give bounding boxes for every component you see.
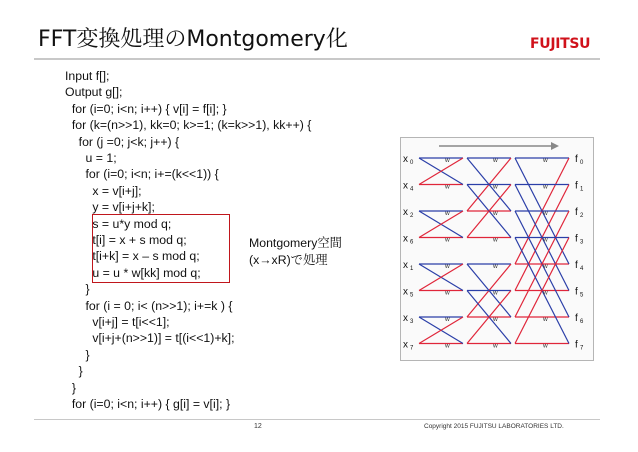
- code-line: for (k=(n>>1), kk=0; k>=1; (k=k>>1), kk++) {: [65, 118, 312, 133]
- code-line: t[i+k] = x – s mod q;: [65, 249, 200, 264]
- footer-divider: [34, 419, 600, 420]
- output-subscript: 3: [580, 239, 584, 246]
- input-label: x: [403, 180, 408, 192]
- title-divider: [34, 58, 600, 60]
- twiddle-label: w: [445, 316, 450, 323]
- twiddle-label: w: [543, 157, 548, 164]
- input-subscript: 7: [410, 345, 414, 352]
- twiddle-label: w: [493, 236, 498, 244]
- twiddle-label: w: [445, 289, 450, 297]
- output-subscript: 7: [580, 345, 584, 352]
- output-label: f: [575, 260, 578, 271]
- twiddle-label: w: [543, 289, 548, 297]
- output-subscript: 5: [580, 292, 584, 299]
- input-subscript: 3: [410, 319, 414, 325]
- output-subscript: 0: [580, 160, 584, 166]
- output-label: f: [575, 286, 578, 298]
- code-line: x = v[i+j];: [65, 183, 142, 198]
- code-line: for (j =0; j<k; j++) {: [65, 134, 180, 149]
- output-label: f: [575, 313, 578, 324]
- twiddle-label: w: [543, 210, 548, 217]
- code-line: v[i+j+(n>>1)] = t[(i<<1)+k];: [65, 331, 235, 346]
- montgomery-highlight-box: [92, 214, 230, 283]
- code-line: }: [65, 364, 83, 379]
- note-line-1: Montgomery空間: [249, 236, 342, 250]
- code-line: for (i = 0; i< (n>>1); i+=k ) {: [65, 298, 233, 313]
- slide-title: FFT変換処理のMontgomery化: [38, 27, 348, 52]
- code-line: s = u*y mod q;: [65, 216, 172, 231]
- flow-arrow-head: [551, 142, 559, 150]
- code-line: u = 1;: [65, 151, 117, 165]
- twiddle-label: w: [445, 342, 450, 350]
- input-subscript: 1: [410, 266, 414, 272]
- input-label: x: [403, 154, 408, 165]
- input-label: x: [403, 286, 408, 298]
- twiddle-label: w: [445, 236, 450, 244]
- input-label: x: [403, 339, 408, 351]
- output-subscript: 4: [580, 266, 584, 272]
- output-subscript: 1: [580, 186, 584, 193]
- twiddle-label: w: [445, 263, 450, 270]
- code-line: v[i+j] = t[i<<1];: [65, 315, 170, 329]
- input-subscript: 2: [410, 213, 414, 219]
- butterfly-diagram: [400, 137, 594, 361]
- twiddle-label: w: [543, 316, 548, 323]
- twiddle-label: w: [493, 183, 498, 191]
- output-label: f: [575, 180, 578, 192]
- twiddle-label: w: [493, 263, 498, 270]
- code-line: t[i] = x + s mod q;: [65, 233, 187, 247]
- input-subscript: 6: [410, 239, 414, 246]
- code-line: u = u * w[kk] mod q;: [65, 265, 201, 280]
- code-line: for (i=0; i<n; i++) { g[i] = v[i]; }: [65, 397, 231, 411]
- output-subscript: 6: [580, 319, 584, 325]
- twiddle-label: w: [493, 316, 498, 323]
- input-subscript: 5: [410, 292, 414, 299]
- twiddle-label: w: [543, 342, 548, 350]
- fujitsu-logo: [530, 36, 590, 52]
- code-line: }: [65, 282, 90, 297]
- output-label: f: [575, 207, 578, 218]
- input-label: x: [403, 207, 408, 218]
- code-line: }: [65, 347, 90, 362]
- page-number: 12: [254, 423, 262, 430]
- twiddle-label: w: [493, 289, 498, 297]
- code-line: for (i=0; i<n; i+=(k<<1)) {: [65, 167, 219, 182]
- twiddle-label: w: [493, 342, 498, 350]
- output-label: f: [575, 339, 578, 351]
- twiddle-label: w: [445, 210, 450, 217]
- twiddle-label: w: [493, 157, 498, 164]
- twiddle-label: w: [543, 183, 548, 191]
- twiddle-label: w: [543, 236, 548, 244]
- code-line: }: [65, 380, 76, 395]
- code-line: Output g[];: [65, 85, 123, 100]
- twiddle-label: w: [445, 157, 450, 164]
- input-subscript: 4: [410, 186, 414, 193]
- output-label: f: [575, 233, 578, 245]
- input-label: x: [403, 233, 408, 245]
- twiddle-label: w: [543, 263, 548, 270]
- twiddle-label: w: [445, 183, 450, 191]
- input-label: x: [403, 313, 408, 324]
- code-line: y = v[i+j+k];: [65, 200, 155, 215]
- output-subscript: 2: [580, 213, 584, 219]
- input-label: x: [403, 260, 408, 271]
- code-line: for (i=0; i<n; i++) { v[i] = f[i]; }: [65, 101, 227, 116]
- code-line: Input f[];: [65, 69, 110, 83]
- logo-text: FUJITSU: [530, 36, 591, 52]
- note-line-2: (x→xR)で処理: [249, 253, 328, 267]
- twiddle-label: w: [493, 210, 498, 217]
- input-subscript: 0: [410, 160, 414, 166]
- output-label: f: [575, 154, 578, 165]
- copyright-text: Copyright 2015 FUJITSU LABORATORIES LTD.: [424, 423, 564, 430]
